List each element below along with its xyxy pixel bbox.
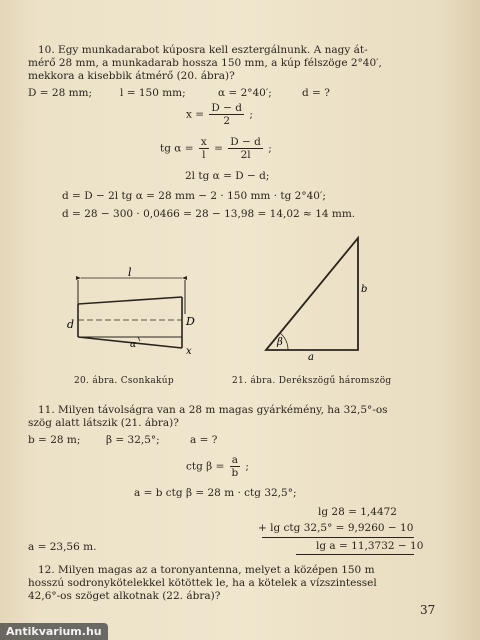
fig21-label-b: b	[361, 284, 368, 295]
figure-20-frustum	[60, 262, 210, 362]
fig21-label-a: a	[308, 352, 314, 362]
p11-line2: szög alatt látszik (21. ábra)?	[28, 417, 179, 429]
fig21-label-beta: β	[277, 337, 283, 348]
p11-log-rule-2	[296, 554, 414, 555]
p11-given-b: b = 28 m;	[28, 434, 81, 446]
p11-log-rule	[262, 537, 414, 538]
watermark-logo: Antikvarium.hu	[0, 623, 108, 640]
p11-log3: lg a = 11,3732 − 10	[316, 540, 424, 552]
p10-given-alpha: α = 2°40′;	[218, 87, 272, 99]
fig20-label-D: D	[186, 315, 195, 328]
p10-line2: mérő 28 mm, a munkadarab hossza 150 mm, a kúp félszöge 2°40′,	[28, 57, 382, 69]
p10-given-l: l = 150 mm;	[120, 87, 186, 99]
p10-eq4: d = D − 2l tg α = 28 mm − 2 · 150 mm · tg 2°40′;	[62, 190, 326, 202]
p11-given-a: a = ?	[190, 434, 218, 446]
page-number: 37	[420, 603, 436, 617]
fig20-label-l: l	[128, 266, 132, 279]
p10-eq-tg: tg α = $\frac{x}{l}$ = $\frac{D - d}{2l}$ ;	[160, 136, 272, 161]
fig20-label-d: d	[67, 318, 75, 331]
fig20-label-alpha: α	[130, 340, 137, 350]
p10-line1: 10. Egy munkadarabot kúposra kell esztergálnunk. A nagy át-	[38, 44, 368, 56]
p12-line3: 42,6°-os szöget alkotnak (22. ábra)?	[28, 590, 221, 602]
fig20-caption: 20. ábra. Csonkakúp	[74, 376, 174, 386]
fig20-label-x: x	[186, 346, 192, 357]
fig21-caption: 21. ábra. Derékszögű háromszög	[232, 376, 392, 386]
p11-eq-ctg: ctg β = $\frac{a}{b}$ ;	[186, 454, 249, 479]
p12-line2: hosszú sodronykötelekkel kötöttek le, ha a kötelek a vízszintessel	[28, 577, 377, 589]
p10-eq3: 2l tg α = D − d;	[185, 170, 270, 182]
figure-21-right-triangle	[258, 232, 378, 362]
p10-given-d: d = ?	[302, 87, 330, 99]
p10-line3: mekkora a kisebbik átmérő (20. ábra)?	[28, 70, 235, 82]
p12-line1: 12. Milyen magas az a toronyantenna, melyet a középen 150 m	[38, 564, 375, 576]
p11-given-beta: β = 32,5°;	[106, 434, 160, 446]
p10-eq5: d = 28 − 300 · 0,0466 = 28 − 13,98 = 14,02 ≈ 14 mm.	[62, 208, 356, 220]
p10-given-D: D = 28 mm;	[28, 87, 93, 99]
p10-eq-x: x = $\frac{D - d}{2}$ ;	[186, 102, 253, 127]
p11-result: a = 23,56 m.	[28, 541, 97, 553]
p11-log1: lg 28 = 1,4472	[318, 506, 397, 518]
p11-line1: 11. Milyen távolságra van a 28 m magas gyárkémény, ha 32,5°-os	[38, 404, 388, 416]
p11-log2: + lg ctg 32,5° = 9,9260 − 10	[258, 522, 414, 534]
p11-eq2: a = b ctg β = 28 m · ctg 32,5°;	[134, 487, 297, 499]
